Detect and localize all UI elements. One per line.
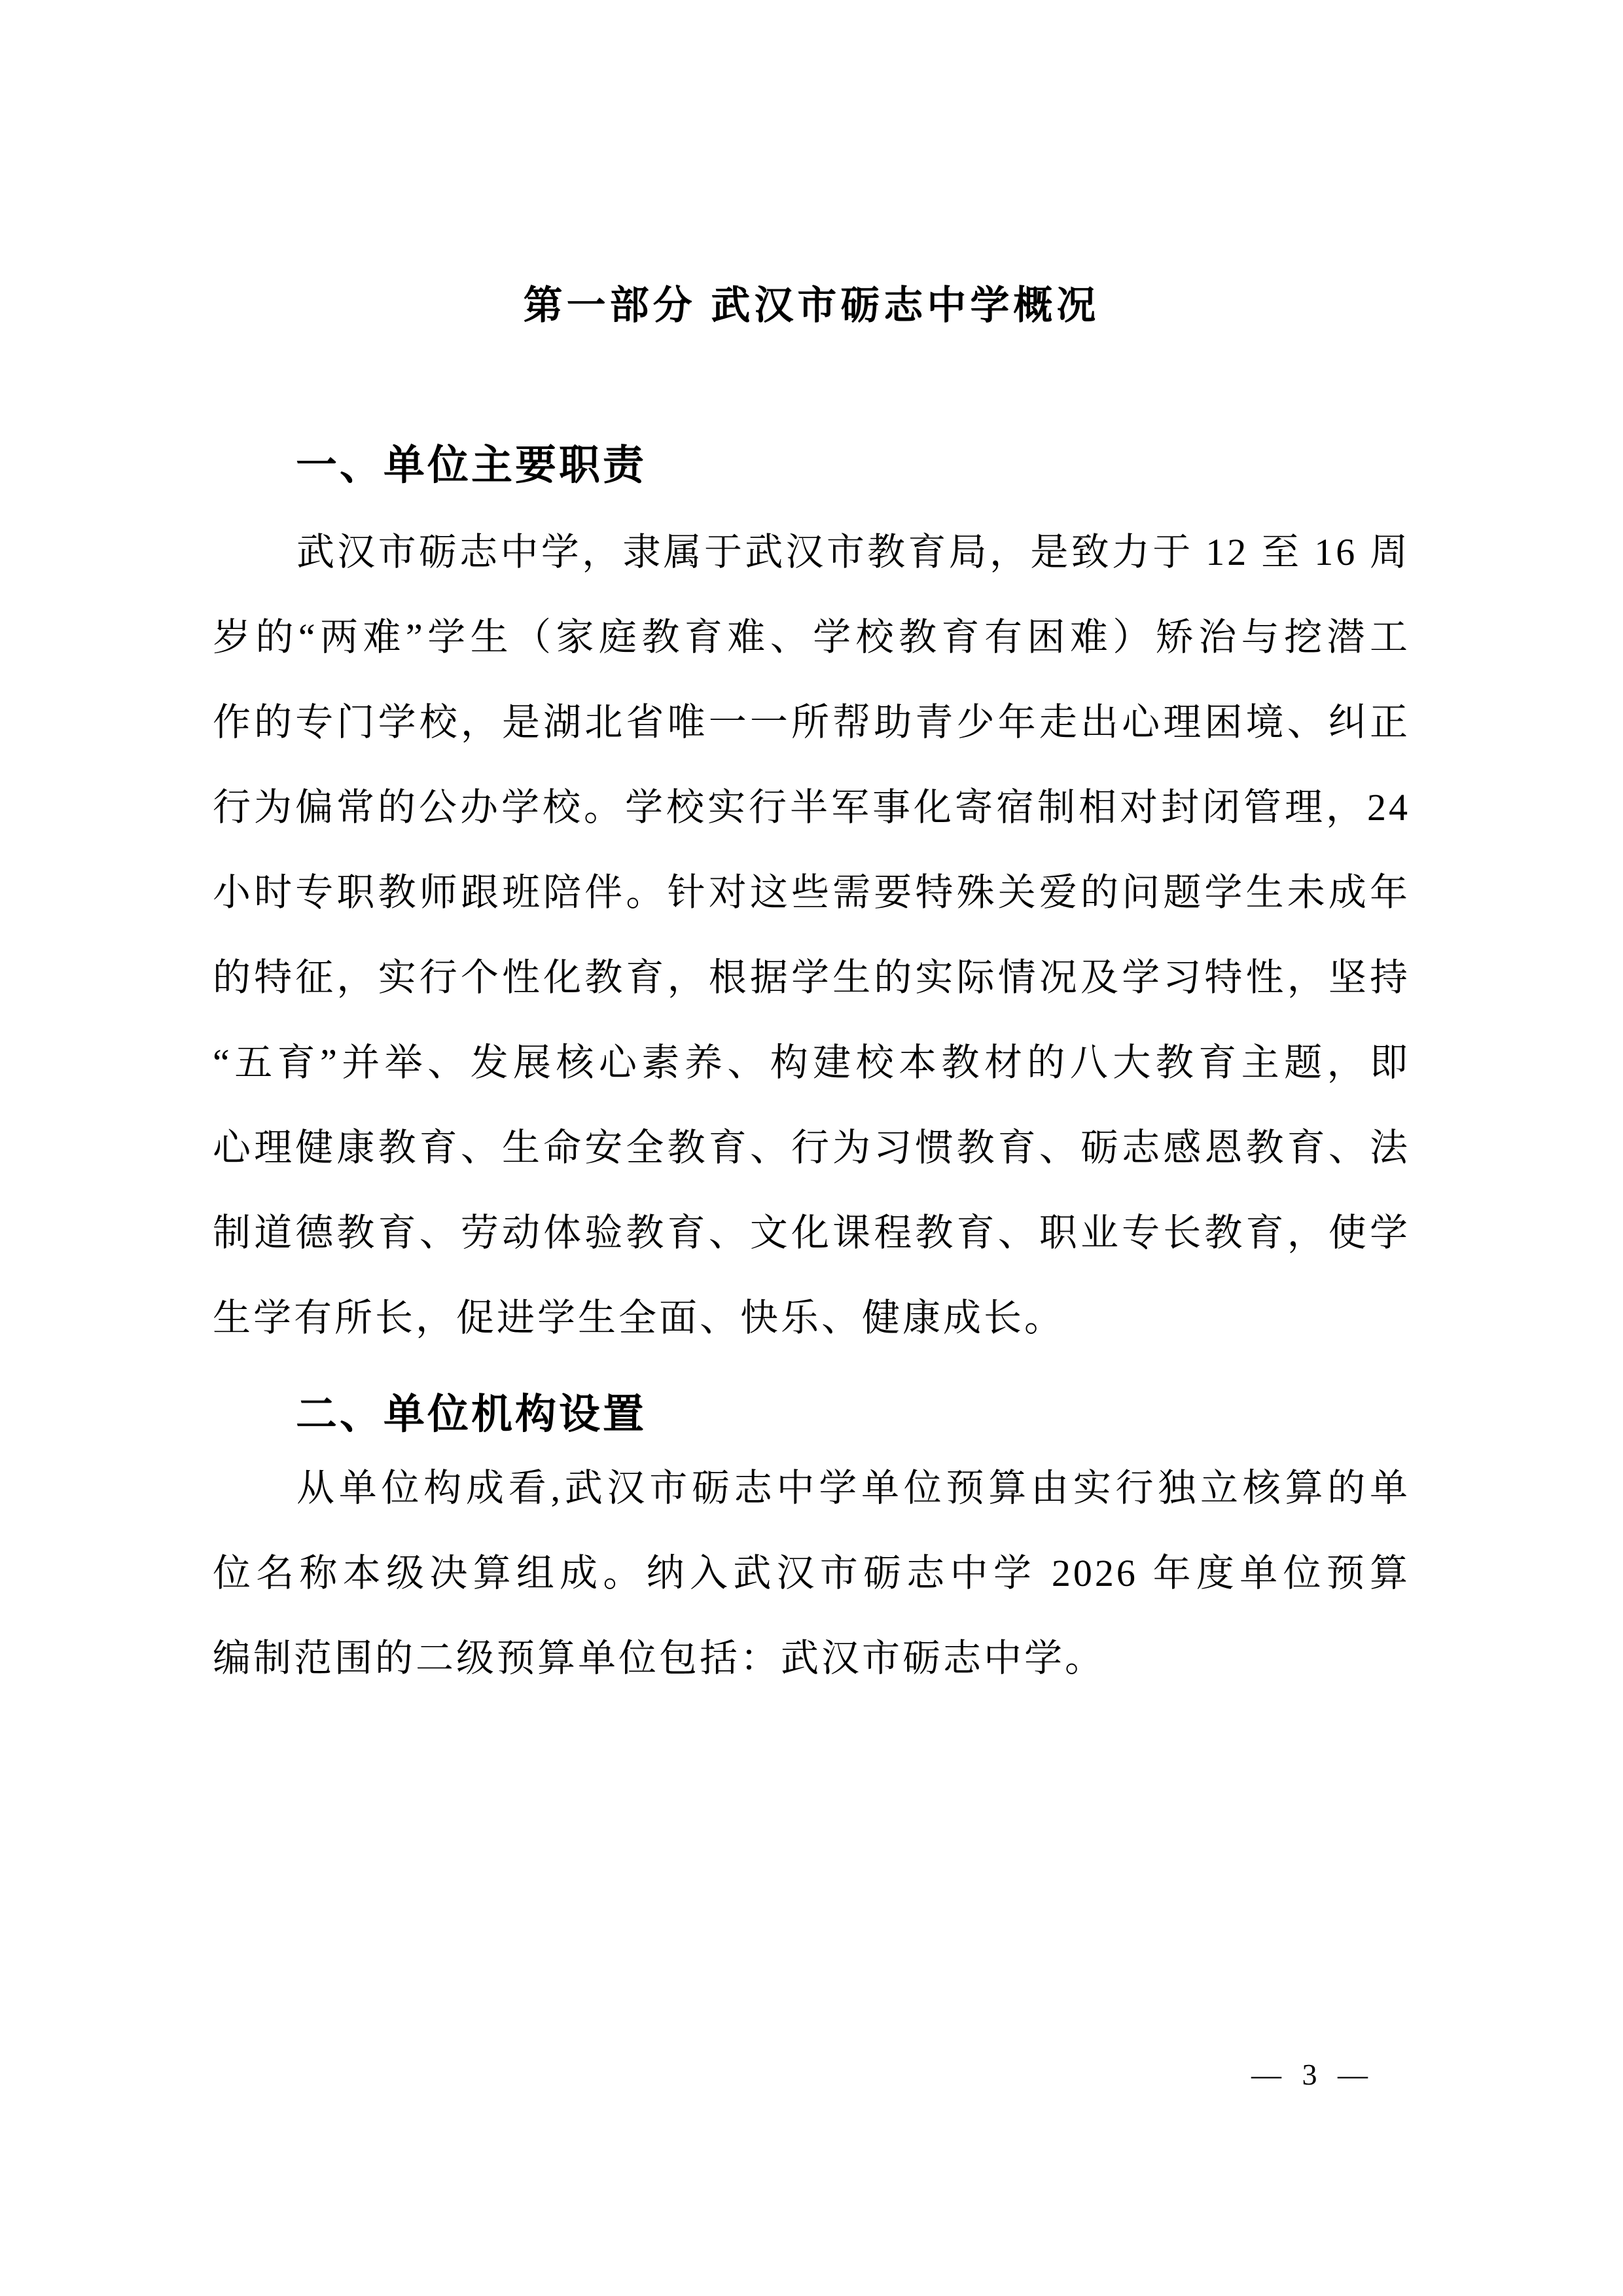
paragraph-line: 岁的“两难”学生（家庭教育难、学校教育有困难）矫治与挖潜工 xyxy=(213,616,1410,658)
section-heading-1: 一、单位主要职责 xyxy=(296,442,647,488)
page-number: — 3 — xyxy=(1251,2058,1374,2091)
paragraph-line: 心理健康教育、生命安全教育、行为习惯教育、砺志感恩教育、法 xyxy=(213,1126,1410,1169)
paragraph-line: 生学有所长，促进学生全面、快乐、健康成长。 xyxy=(213,1297,1065,1339)
paragraph-line: 的特征，实行个性化教育，根据学生的实际情况及学习特性，坚持 xyxy=(213,956,1410,999)
paragraph-line: 武汉市砺志中学，隶属于武汉市教育局，是致力于 12 至 16 周 xyxy=(296,531,1410,573)
paragraph-line: 制道德教育、劳动体验教育、文化课程教育、职业专长教育，使学 xyxy=(213,1211,1410,1254)
paragraph-line: 小时专职教师跟班陪伴。针对这些需要特殊关爱的问题学生未成年 xyxy=(213,871,1410,914)
page-title: 第一部分 武汉市砺志中学概况 xyxy=(523,283,1100,327)
paragraph-line: 位名称本级决算组成。纳入武汉市砺志中学 2026 年度单位预算 xyxy=(213,1552,1410,1594)
paragraph-line: 作的专门学校，是湖北省唯一一所帮助青少年走出心理困境、纠正 xyxy=(213,701,1410,744)
paragraph-line: 从单位构成看,武汉市砺志中学单位预算由实行独立核算的单 xyxy=(296,1467,1410,1509)
section-2-paragraph xyxy=(213,1446,1410,1701)
paragraph-line: “五育”并举、发展核心素养、构建校本教材的八大教育主题，即 xyxy=(213,1041,1410,1084)
paragraph-line: 行为偏常的公办学校。学校实行半军事化寄宿制相对封闭管理，24 xyxy=(213,786,1410,829)
section-heading-2: 二、单位机构设置 xyxy=(296,1391,647,1437)
section-1-paragraph xyxy=(213,510,1410,1361)
paragraph-line: 编制范围的二级预算单位包括：武汉市砺志中学。 xyxy=(213,1637,1106,1679)
